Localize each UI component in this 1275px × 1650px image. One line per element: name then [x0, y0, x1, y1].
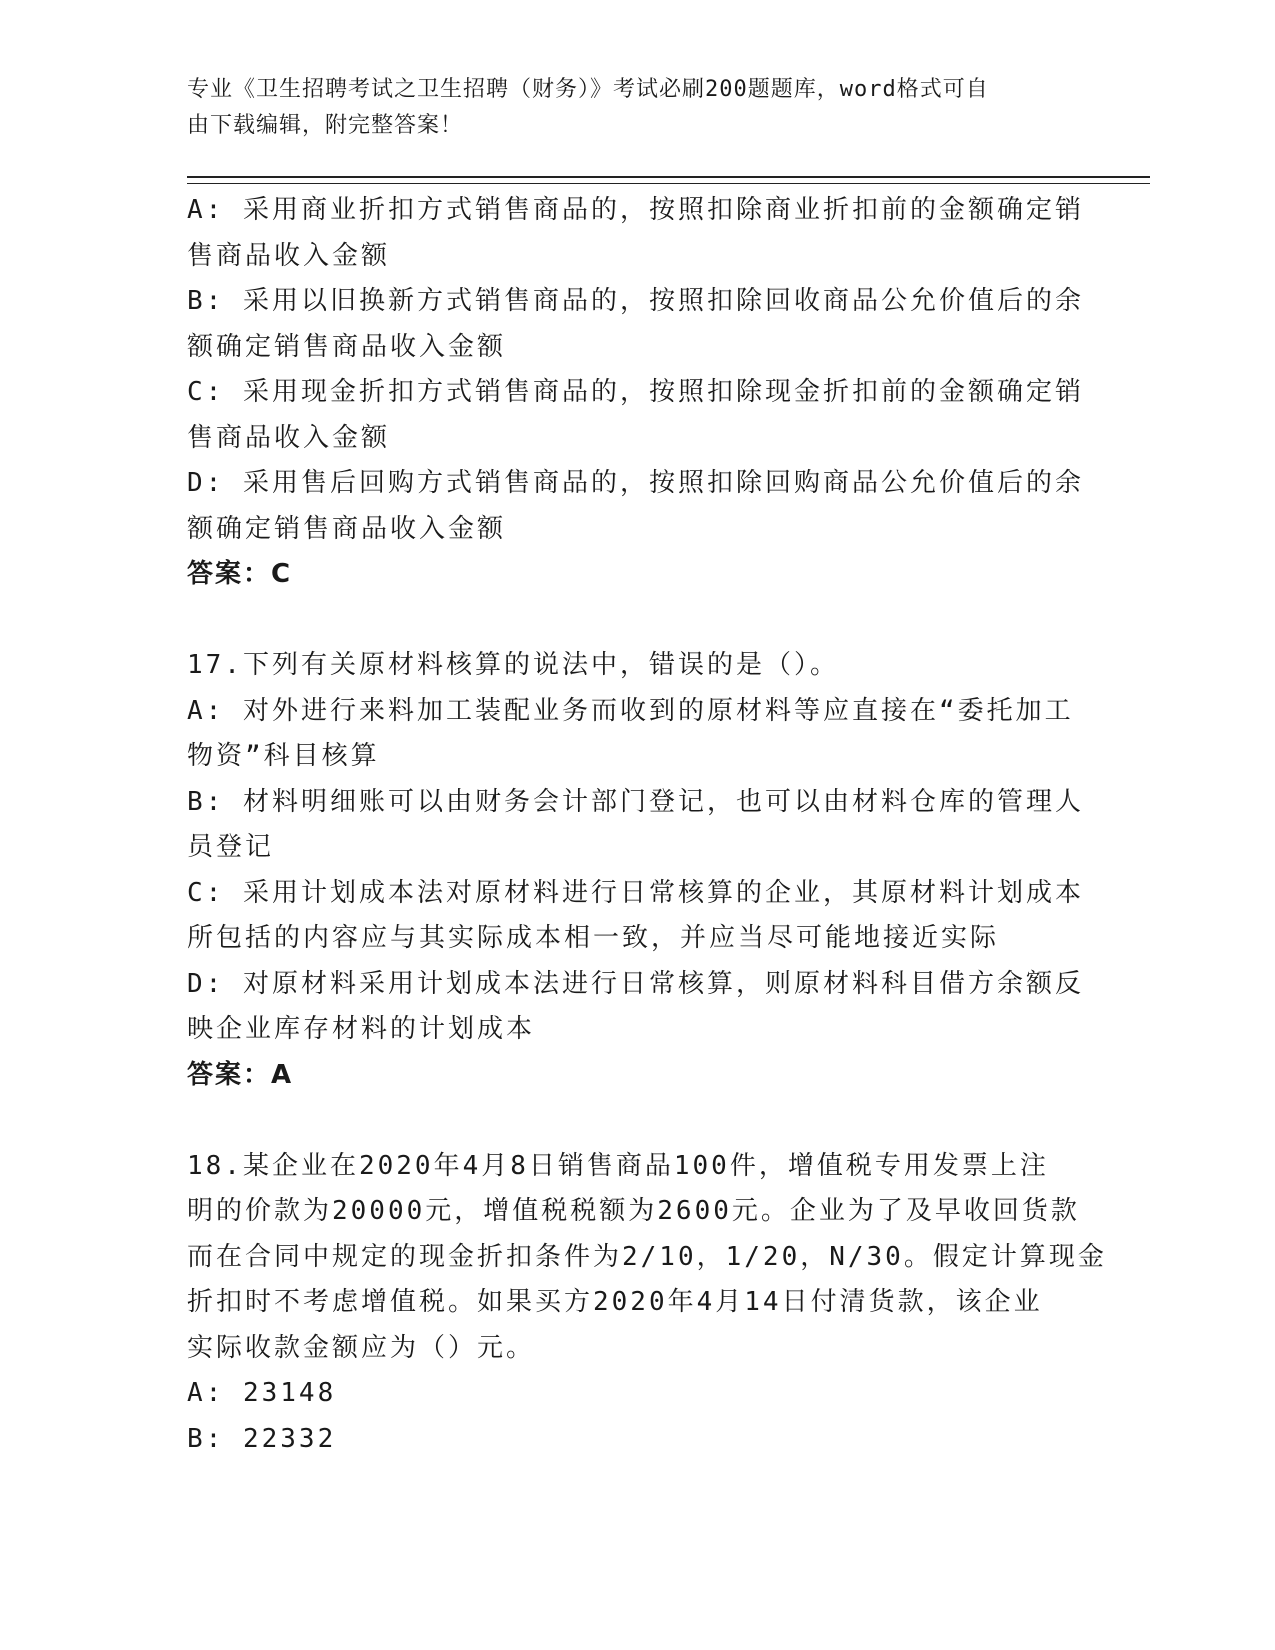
q18-option-b: B: 22332 [187, 1423, 337, 1454]
question-17-block [187, 643, 1084, 1098]
header-line-1: 专业《卫生招聘考试之卫生招聘（财务）》考试必刷200题题库，word格式可自 [187, 77, 989, 102]
q18-question-line-5: 实际收款金额应为（）元。 [187, 1332, 536, 1363]
q16-option-a-line-2: 售商品收入金额 [187, 240, 391, 271]
q17-option-d-line-1: D: 对原材料采用计划成本法进行日常核算，则原材料科目借方余额反 [187, 968, 1084, 999]
q18-question-line-2: 明的价款为20000元，增值税税额为2600元。企业为了及早收回货款 [187, 1196, 1080, 1226]
q18-question-line-1: 18.某企业在2020年4月8日销售商品100件，增值税专用发票上注 [187, 1150, 1049, 1181]
q16-option-b-line-2: 额确定销售商品收入金额 [187, 331, 507, 362]
q17-option-b-line-2: 员登记 [187, 832, 275, 862]
q17-answer: 答案：A [187, 1059, 294, 1090]
q16-option-d-line-1: D: 采用售后回购方式销售商品的，按照扣除回购商品公允价值后的余 [187, 468, 1084, 498]
q16-option-c-line-1: C: 采用现金折扣方式销售商品的，按照扣除现金折扣前的金额确定销 [187, 377, 1084, 407]
q16-option-c-line-2: 售商品收入金额 [187, 422, 391, 453]
question-18-block [187, 1144, 1107, 1463]
q17-question: 17.下列有关原材料核算的说法中，错误的是（）。 [187, 650, 839, 680]
q17-option-d-line-2: 映企业库存材料的计划成本 [187, 1014, 536, 1044]
spacer [187, 598, 1077, 644]
q18-question-line-4: 折扣时不考虑增值税。如果买方2020年4月14日付清货款，该企业 [187, 1287, 1043, 1317]
question-16-block [187, 188, 1084, 598]
q17-option-b-line-1: B: 材料明细账可以由财务会计部门登记，也可以由材料仓库的管理人 [187, 786, 1084, 817]
document-body [187, 188, 1107, 1462]
q18-question-line-3: 而在合同中规定的现金折扣条件为2/10，1/20，N/30。假定计算现金 [187, 1241, 1107, 1272]
document-header [187, 72, 1067, 144]
q17-option-a-line-2: 物资”科目核算 [187, 741, 380, 771]
header-divider-thick [187, 176, 1150, 178]
q16-option-a-line-1: A: 采用商业折扣方式销售商品的，按照扣除商业折扣前的金额确定销 [187, 195, 1084, 225]
header-line-2: 由下载编辑，附完整答案！ [187, 113, 464, 138]
spacer [187, 1098, 1077, 1144]
q17-option-c-line-2: 所包括的内容应与其实际成本相一致，并应当尽可能地接近实际 [187, 923, 1000, 953]
q16-option-b-line-1: B: 采用以旧换新方式销售商品的，按照扣除回收商品公允价值后的余 [187, 286, 1084, 316]
q16-option-d-line-2: 额确定销售商品收入金额 [187, 513, 507, 544]
q17-option-a-line-1: A: 对外进行来料加工装配业务而收到的原材料等应直接在“委托加工 [187, 695, 1074, 726]
header-divider-thin [187, 183, 1150, 184]
q16-answer: 答案：C [187, 559, 293, 589]
q18-option-a: A: 23148 [187, 1378, 337, 1408]
q17-option-c-line-1: C: 采用计划成本法对原材料进行日常核算的企业，其原材料计划成本 [187, 877, 1084, 908]
